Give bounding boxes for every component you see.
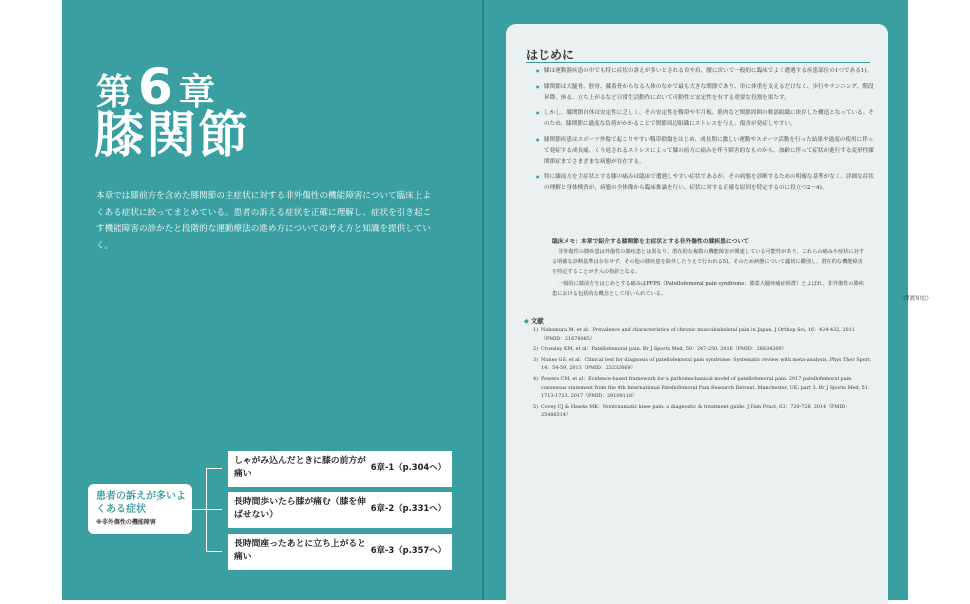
references-heading (524, 316, 544, 325)
section-heading: はじめに (526, 48, 575, 62)
symptom-entry-page-link[interactable]: 6章-2（p.331へ） (370, 503, 446, 513)
reference-number: 1) (532, 327, 538, 333)
chapter-intro: 本章では膝前方を含めた膝関節の主症状に対する非外傷性の機能障害について臨床上よくある症状に絞ってまとめている。患者の訴える症状を正確に理解し、症状を引き起こす機能障害の診かたと段階的な運動療法の進め方についての考え方と知識を提供していく。 (96, 191, 432, 251)
reference-text: Crossley KM, et al：Patellofemoral pain. Br J Sports Med, 50：247-250, 2016（PMID：26834209） (541, 346, 787, 353)
chapter-number: 6 (138, 58, 173, 116)
clinical-memo-paragraph: 非外傷性の膝疾患は外傷性の膝疾患とは異なり、潜在的な複数の機能障害が関連している可能性があり、これらの痛みや症状に対する明確な診断基準は存在せず、その他の膝疾患を除外したうえで行われる5)。そのため病態について適切に鑑別し、潜在的な機能障害を特定することが介入の指針となる。 (552, 249, 865, 275)
symptom-entry-text: しゃがみ込んだときに膝の前方が痛い (234, 456, 366, 479)
intro-bullet: ● 特に膝前方を主症状とする膝の痛みは臨床で遭遇しやすい症状であるが、その病態を診断するための明確な基準がなく、詳細な症状の理解と身体検査が、病態の全体像から臨床推論を行い、症状に対する正確な原因を特定するのに役立つ2～4)。 (536, 172, 874, 194)
heading-divider (526, 62, 870, 63)
intro-bullet-list (536, 66, 874, 199)
reference-text: Covey CJ & Hawks MK：Nontraumatic knee pain: a diagnostic & treatment guide. J Fam Pract, 63：720-728, 2014（PMID：25486314） (541, 403, 851, 419)
symptom-tree-lines (192, 0, 232, 600)
clinical-memo-title: 臨床メモ：本章で紹介する膝関節を主症状とする非外傷性の膝疾患について (552, 239, 749, 245)
reference-item (528, 403, 874, 420)
reference-item (528, 375, 874, 401)
page-spine (482, 0, 484, 600)
symptom-category-title: 患者の訴えが多いよくある症状 (96, 491, 186, 515)
reference-text: Nakamura M, et al：Prevalence and characteristics of chronic musculoskeletal pain in Japan. J Orthop Sci, 16：424-432, 2011（PMID：21678085） (541, 327, 855, 342)
symptom-category-note: ※非外傷性の機能障害 (96, 519, 156, 526)
reference-item (528, 326, 874, 343)
clinical-memo (552, 236, 868, 301)
symptom-entry[interactable] (228, 492, 452, 528)
clinical-memo-paragraph: 一般的に膝前方をはじめとする痛みはPFPS（Patellofemoral pain syndrome：膝蓋大腿疼痛症候群）とよばれ、非外傷性の膝疾患における包括的な概念として用いられている。 (552, 281, 864, 297)
symptom-entry-page-link[interactable]: 6章-3（p.357へ） (370, 545, 446, 555)
diamond-icon: ◆ (524, 317, 529, 325)
symptom-entry-text: 長時間座ったあとに立ち上がると痛い (234, 539, 366, 562)
intro-bullet: ● 膝関節疾患はスポーツ外傷で起こりやすい靱帯損傷をはじめ、成長期に激しい運動やスポーツ活動を行った結果や過度の使用に伴って発症する成長痛、くり返されるストレスによって膝の前方に痛みを伴う障害的なものから、加齢に伴って症状が進行する変形性膝関節症までさまざまな病態が存在する。 (536, 135, 874, 167)
chapter-suffix: 章 (178, 72, 215, 113)
reference-number: 2) (532, 346, 538, 353)
symptom-entry[interactable] (228, 451, 452, 487)
reference-number: 3) (532, 356, 538, 363)
symptom-entry-page-link[interactable]: 6章-1（p.304へ） (370, 462, 446, 472)
tree-connector (206, 551, 222, 552)
author-credit: （澤渡知宏） (898, 296, 932, 302)
symptom-entry-text: 長時間歩いたら膝が痛む（膝を伸ばせない） (234, 497, 366, 520)
chapter-title: 膝関節 (94, 106, 250, 164)
intro-bullet: ● しかし、膝関節自体は安定性に乏しく、その安定性を靱帯や半月板、筋肉など関節周囲の軟部組織に依存した構造となっている。そのため、膝関節に過度な負荷がかかることで関節周辺組織にストレスを与え、傷害が発症しやすい。 (536, 108, 874, 130)
tree-connector (192, 509, 206, 510)
intro-bullet: ● 膝関節は大腿骨、脛骨、膝蓋骨からなる人体のなかで最も大きな関節であり、単に体重を支えるだけなく、歩行やランニング、階段昇降、座る、立ち上がるなど日常生活動作において可動性と安定性を有する重要な役割を果たす。 (536, 82, 874, 104)
reference-text: Nunes GS, et al：Clinical test for diagnosis of patellofemoral pain syndrome: Systematic review with meta-analysis. Phys Ther Sport, 14：54-59, 2013（PMID：23232069） (541, 356, 872, 372)
reference-text: Powers CM, et al：Evidence-based framework for a pathomechanical model of patellofemoral pain: 2017 patellofemoral pain consensus statement from the 4th International Patellofemoral Pain Research Retreat, Manchester, UK: part 3. Br J Sports Med, 51：1713-1723, 2017（PMID：29109118） (541, 375, 873, 400)
tree-connector (206, 509, 222, 510)
reference-item (528, 356, 874, 373)
intro-bullet: ● 膝は運動器疾患の中でも特に症状の訴えが多いとされる首や肩、腰に次いで一般的に臨床でよく遭遇する疾患部位の1つである1)。 (536, 66, 874, 77)
symptom-entry[interactable] (228, 534, 452, 570)
reference-number: 4) (532, 375, 538, 382)
reference-list (528, 326, 874, 422)
tree-connector (206, 468, 222, 469)
symptom-category-box (88, 484, 192, 534)
reference-number: 5) (532, 403, 538, 410)
references-heading-label: 文献 (530, 317, 544, 325)
chapter-prefix: 第 (96, 72, 133, 113)
reference-item (528, 345, 874, 354)
